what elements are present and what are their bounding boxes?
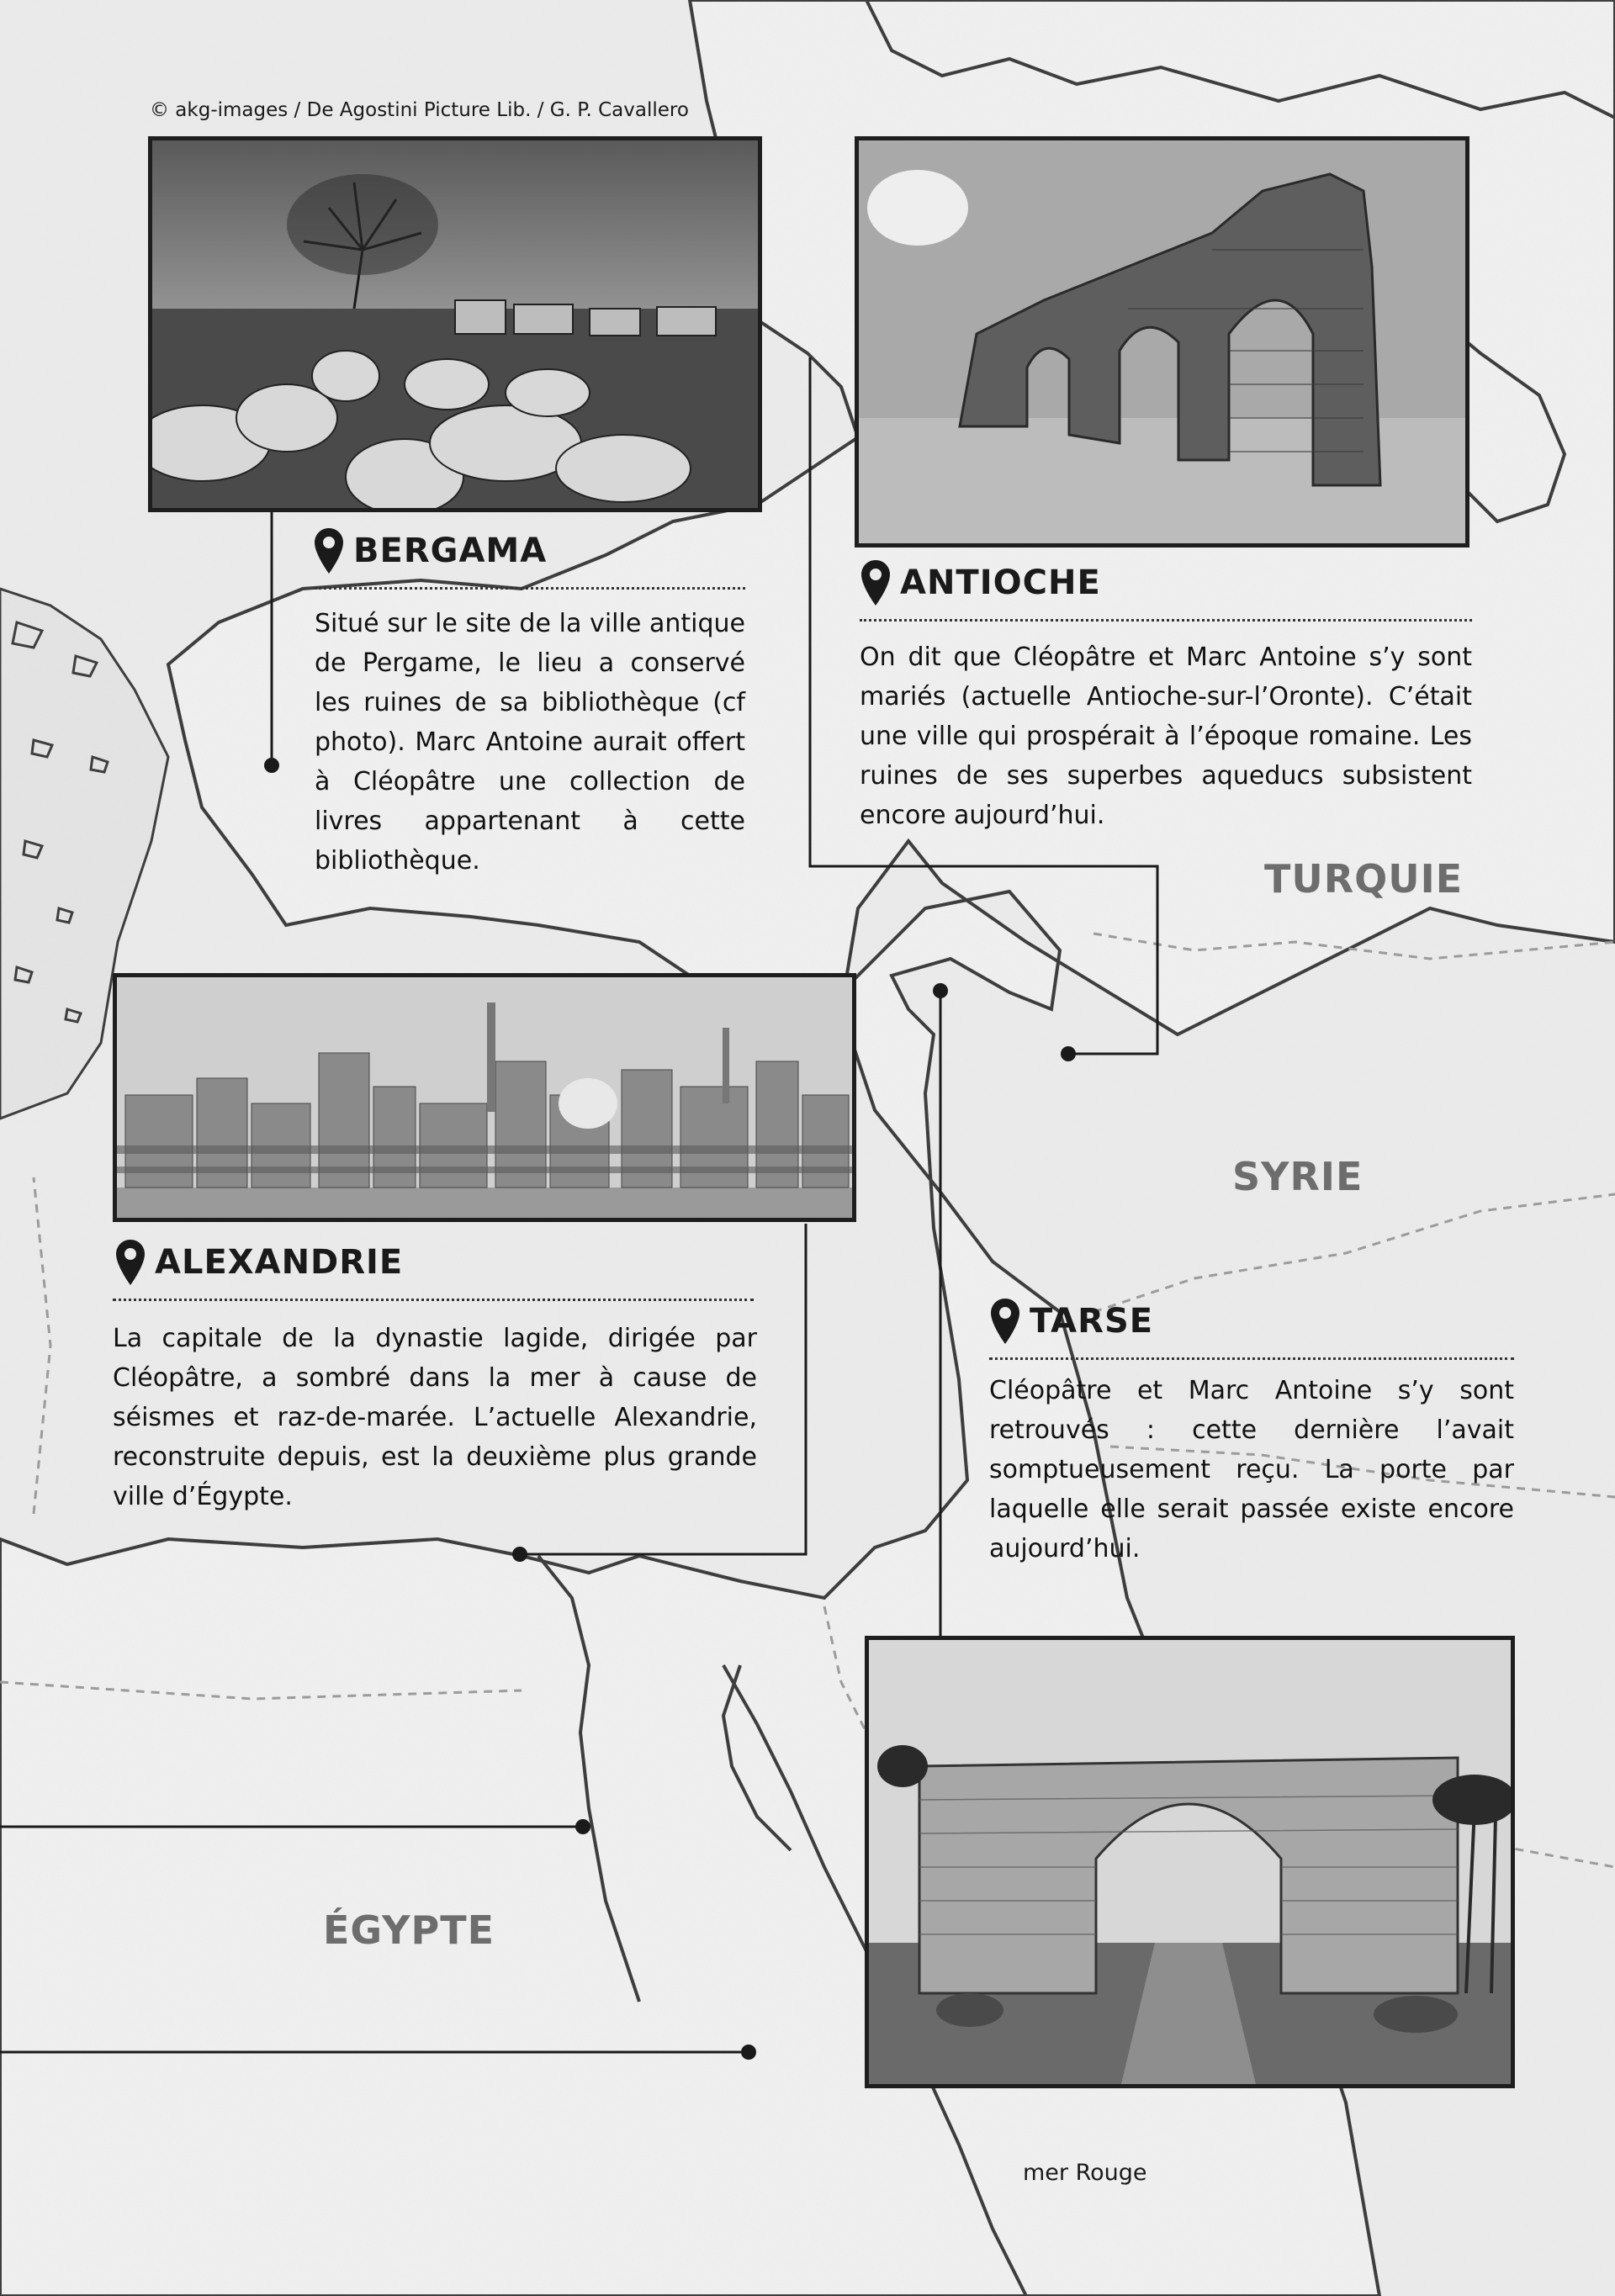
antioche-photo: [855, 136, 1469, 548]
country-syrie: SYRIE: [1232, 1154, 1363, 1199]
map-pin-icon: [989, 1297, 1021, 1346]
bergama-title: [313, 526, 547, 575]
country-turquie: TURQUIE: [1264, 856, 1464, 902]
antioche-title: [860, 558, 1101, 607]
sea-label: mer Rouge: [1023, 2160, 1147, 2186]
tarse-rule: [989, 1357, 1514, 1360]
tarse-photo: [865, 1636, 1515, 2088]
tarse-label: TARSE: [1030, 1302, 1154, 1341]
antioche-label: ANTIOCHE: [900, 563, 1101, 602]
bergama-text: Situé sur le site de la ville antique de Pergame, le lieu a conservé les ruines de sa bibliothèque (cf photo). Marc Antoine aurait offert à Cléopâtre une collection de livres appartenant à cette bibliothèque.: [315, 609, 745, 876]
bergama-photo: [148, 136, 762, 512]
alexandrie-rule: [113, 1299, 754, 1301]
map-pin-icon: [860, 558, 892, 607]
alexandrie-text: La capitale de la dynastie lagide, dirigée par Cléopâtre, a sombré dans la mer à cause de séismes et raz-de-marée. L’actuelle Alexandrie, reconstruite depuis, est la deuxième plus grande ville d’Égypte.: [113, 1324, 757, 1511]
antioche-text: On dit que Cléopâtre et Marc Antoine s’y sont mariés (actuelle Antioche-sur-l’Oronte). C’était une ville qui prospérait à l’époque romaine. Les ruines de ses superbes aqueducs subsistent encore aujourd’hui.: [860, 643, 1472, 830]
tarse-title: [989, 1297, 1153, 1346]
alexandrie-photo: [113, 973, 856, 1222]
alexandrie-title: [114, 1238, 403, 1287]
antioche-rule: [860, 619, 1472, 622]
photo-credit: © akg-images / De Agostini Picture Lib. / G. P. Cavallero: [150, 99, 689, 121]
alexandrie-label: ALEXANDRIE: [155, 1243, 404, 1282]
bergama-rule: [315, 587, 745, 590]
map-pin-icon: [313, 526, 345, 575]
bergama-label: BERGAMA: [353, 532, 548, 570]
country-egypte: ÉGYPTE: [323, 1907, 495, 1953]
map-pin-icon: [114, 1238, 146, 1287]
tarse-text: Cléopâtre et Marc Antoine s’y sont retrouvés : cette dernière l’avait somptueusement reçu. La porte par laquelle elle serait passée existe encore aujourd’hui.: [989, 1376, 1514, 1563]
